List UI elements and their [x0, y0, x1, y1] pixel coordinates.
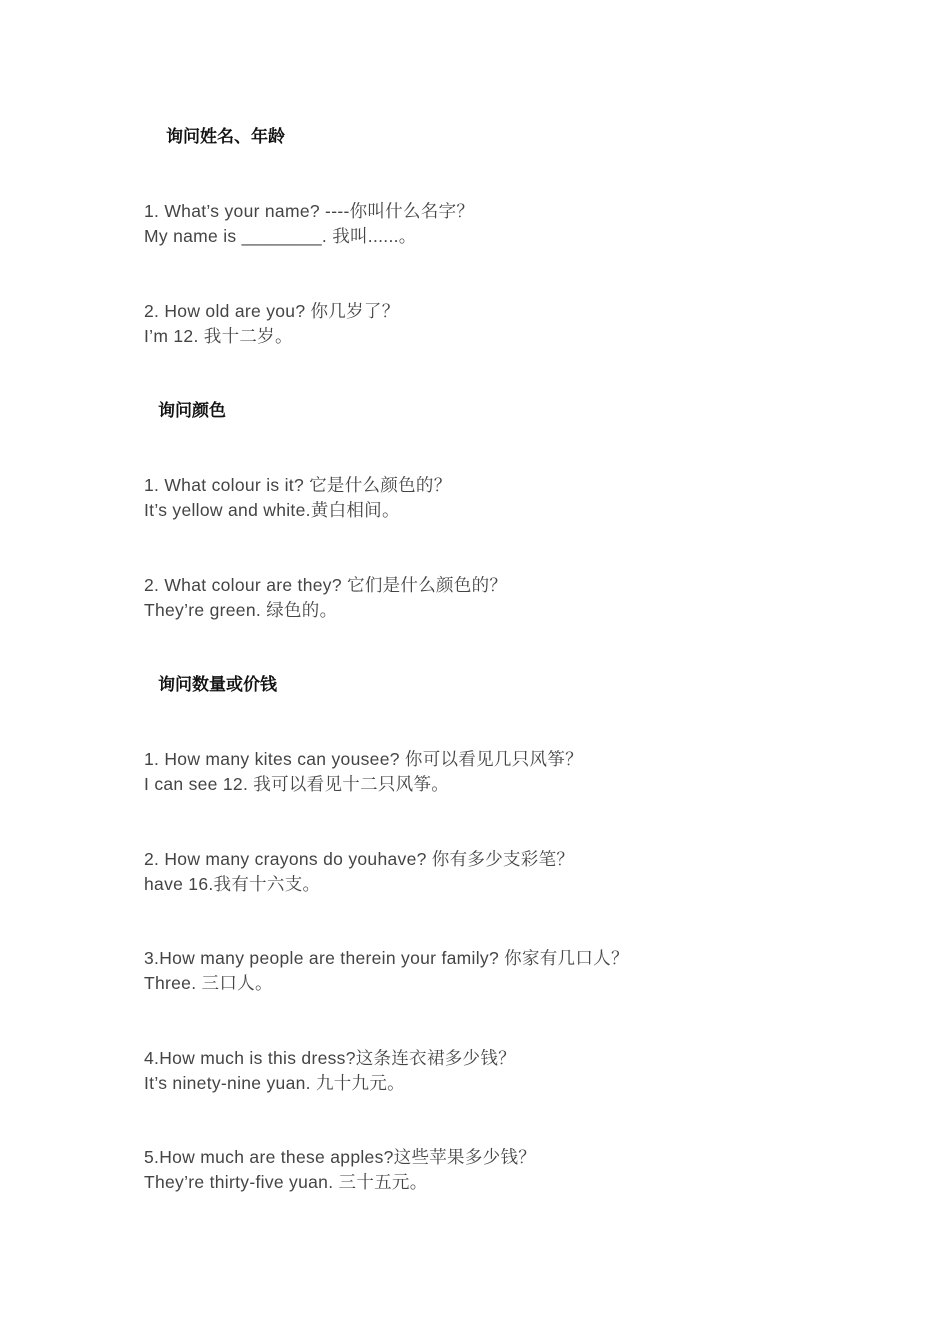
answer-text: They’re thirty-five yuan. 三十五元。 [144, 1172, 428, 1192]
answer-text: have 16.我有十六支。 [144, 874, 321, 894]
question-text: 1. How many kites can yousee? 你可以看见几只风筝？ [144, 749, 583, 769]
question-text: 3.How many people are therein your family? 你家有几口人？ [144, 948, 629, 968]
qa-item [144, 473, 452, 523]
answer-text: My name is ________. 我叫......。 [144, 226, 417, 246]
qa-item [144, 573, 507, 623]
answer-text: I can see 12. 我可以看见十二只风筝。 [144, 774, 450, 794]
question-text: 2. How old are you? 你几岁了？ [144, 301, 400, 321]
qa-item [144, 847, 574, 897]
answer-text: It’s ninety-nine yuan. 九十九元。 [144, 1073, 405, 1093]
qa-item [144, 199, 474, 249]
question-text: 1. What colour is it? 它是什么颜色的？ [144, 475, 452, 495]
qa-item [144, 747, 583, 797]
question-text: 1. What’s your name? ----你叫什么名字？ [144, 201, 475, 221]
qa-item [144, 1046, 516, 1096]
section-heading-colour: 询问颜色 [158, 401, 226, 421]
answer-text: They’re green. 绿色的。 [144, 600, 338, 620]
answer-text: I’m 12. 我十二岁。 [144, 326, 293, 346]
answer-text: Three. 三口人。 [144, 973, 273, 993]
section-heading-name-age: 询问姓名、年龄 [166, 127, 285, 147]
question-text: 2. How many crayons do youhave? 你有多少支彩笔？ [144, 849, 575, 869]
qa-item [144, 299, 400, 349]
qa-item [144, 1145, 536, 1195]
qa-item [144, 946, 629, 996]
section-heading-quantity-price: 询问数量或价钱 [158, 675, 277, 695]
question-text: 4.How much is this dress?这条连衣裙多少钱？ [144, 1048, 516, 1068]
answer-text: It’s yellow and white.黄白相间。 [144, 500, 400, 520]
question-text: 2. What colour are they? 它们是什么颜色的？ [144, 575, 508, 595]
question-text: 5.How much are these apples?这些苹果多少钱？ [144, 1147, 537, 1167]
